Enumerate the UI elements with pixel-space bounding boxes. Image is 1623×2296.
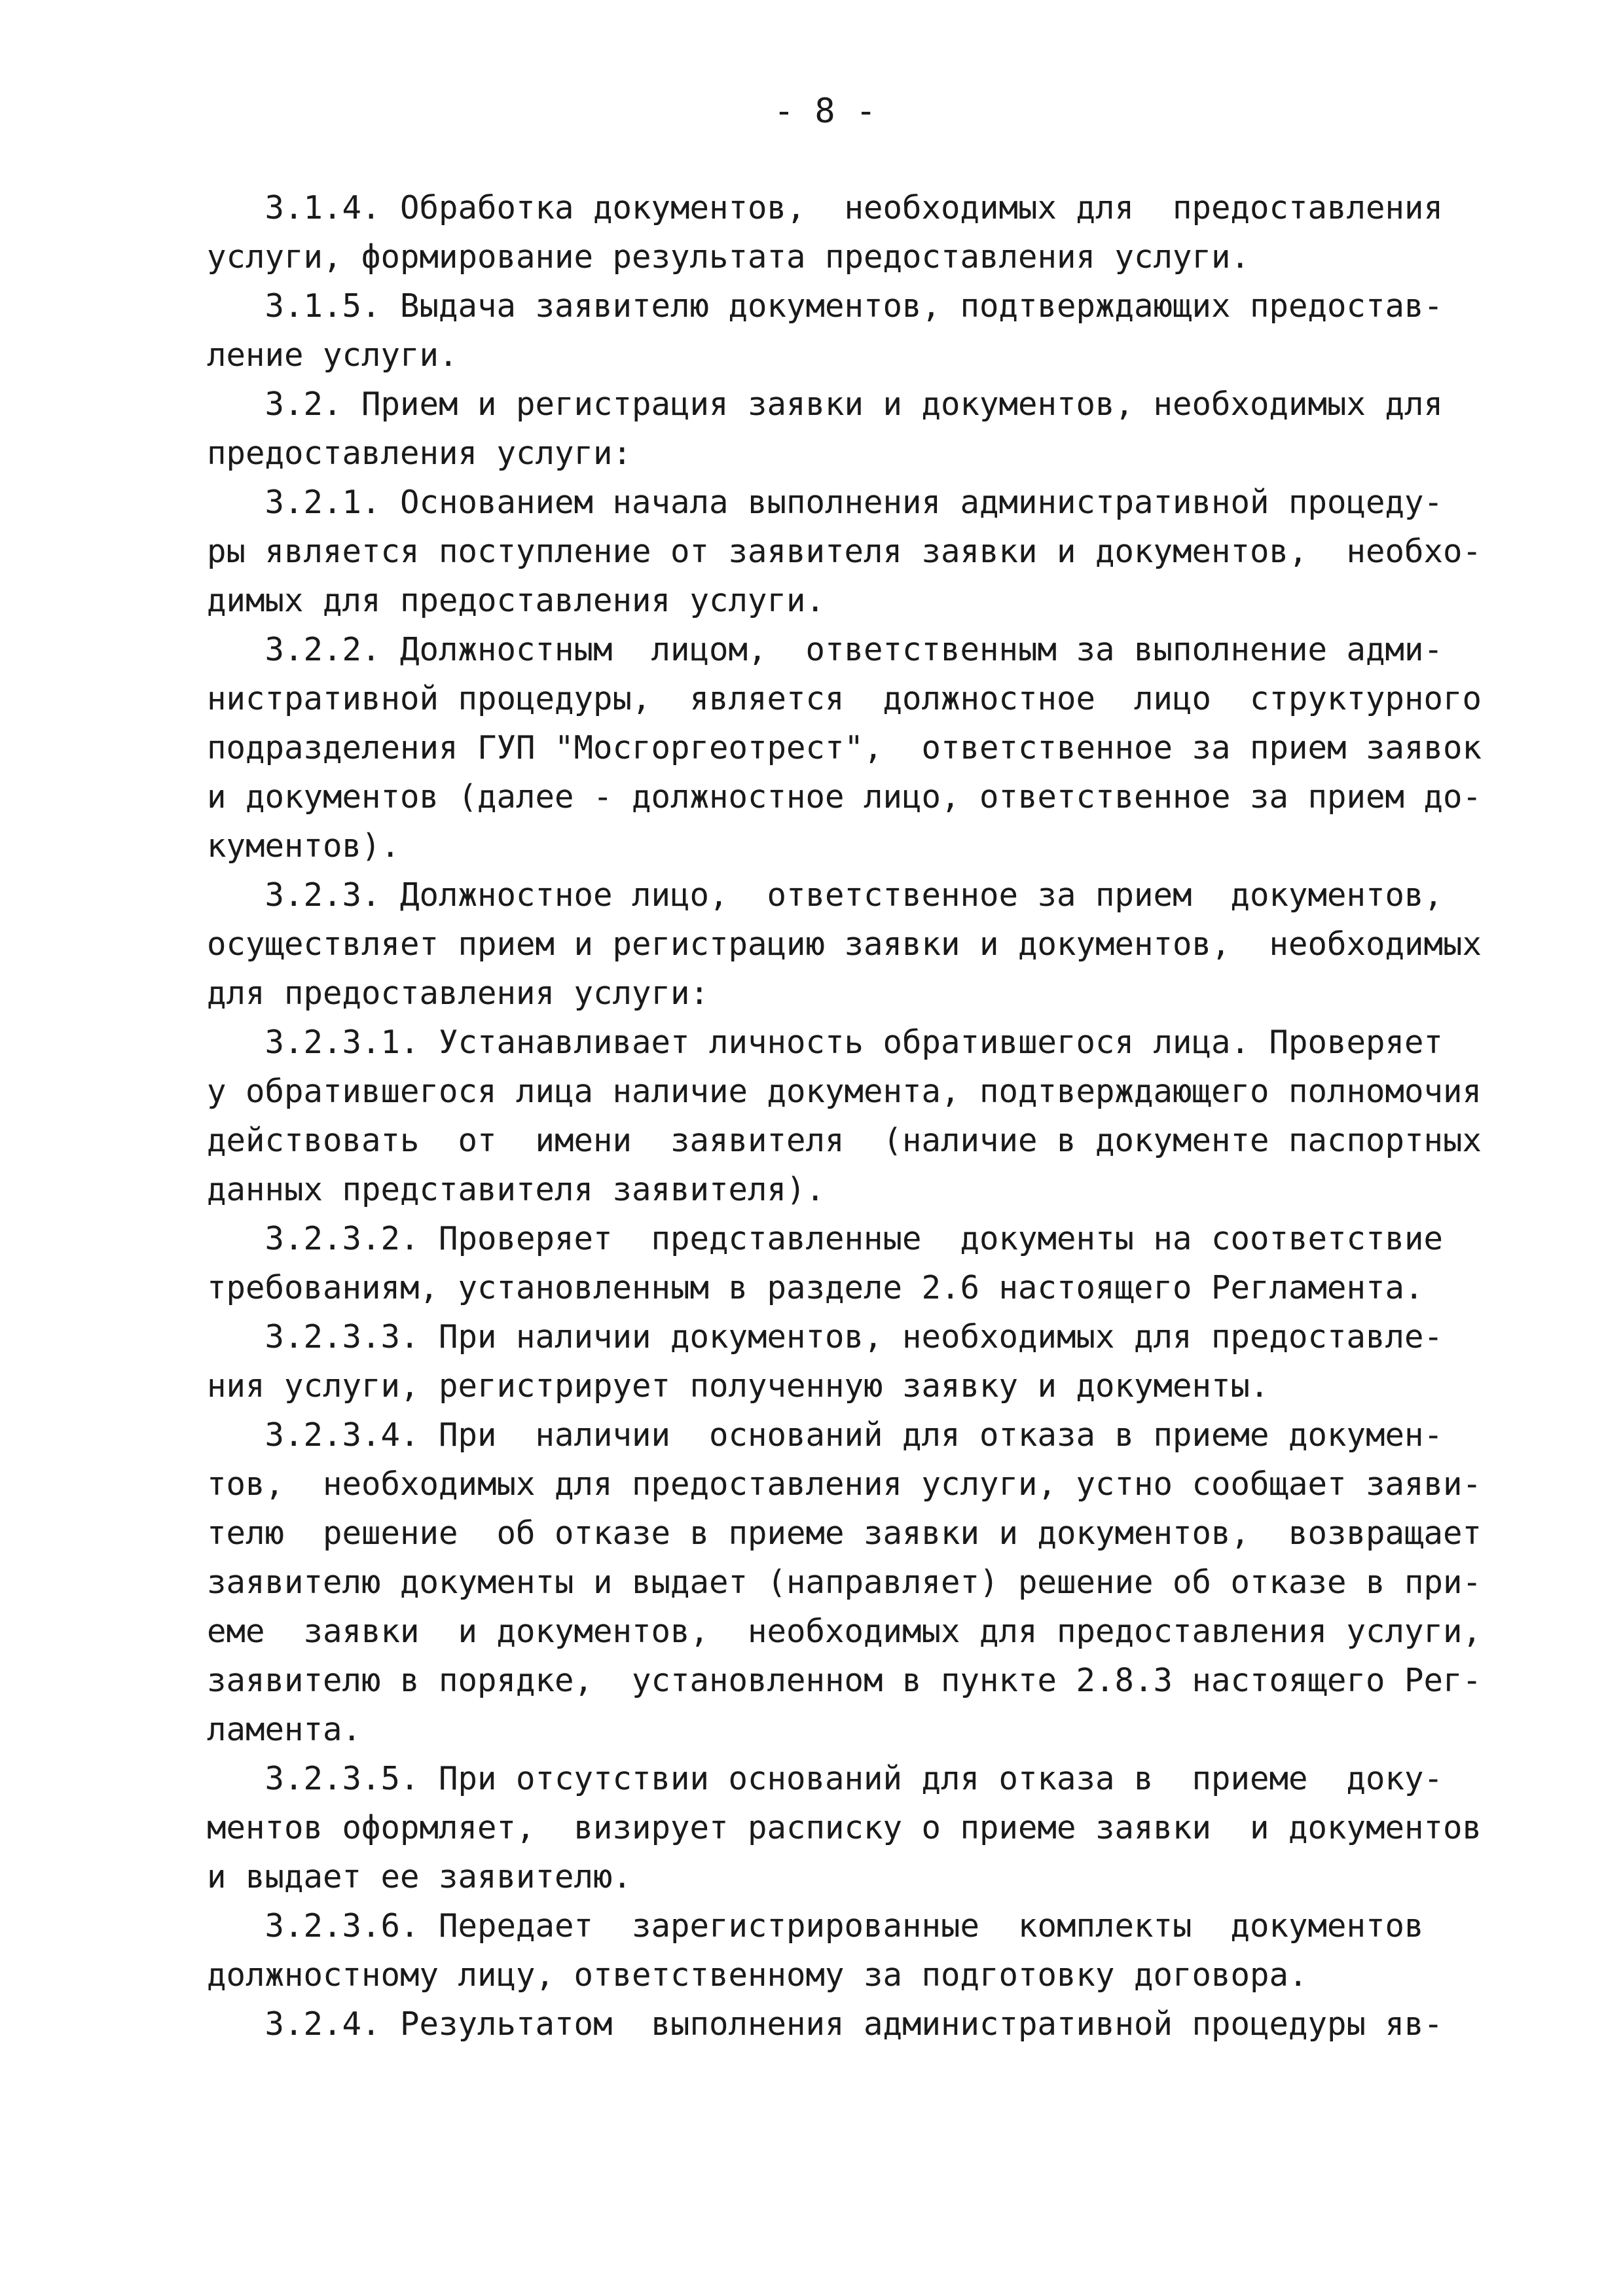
- text-line: 3.2.3.6. Передает зарегистрированные комплекты документов: [207, 1907, 1424, 1945]
- text-line: 3.2. Прием и регистрация заявки и документов, необходимых для: [207, 386, 1444, 423]
- text-line: 3.2.3. Должностное лицо, ответственное за прием документов,: [207, 876, 1444, 914]
- text-line: 3.2.2. Должностным лицом, ответственным за выполнение адми-: [207, 631, 1444, 668]
- text-line: 3.2.3.1. Устанавливает личность обратившегося лица. Проверяет: [207, 1024, 1444, 1061]
- text-line: данных представителя заявителя).: [207, 1171, 826, 1208]
- text-line: заявителю в порядке, установленном в пункте 2.8.3 настоящего Рег-: [207, 1662, 1482, 1699]
- text-line: требованиям, установленным в разделе 2.6 настоящего Регламента.: [207, 1269, 1424, 1306]
- text-line: и документов (далее - должностное лицо, ответственное за прием до-: [207, 778, 1482, 816]
- text-line: ментов оформляет, визирует расписку о приеме заявки и документов: [207, 1809, 1482, 1846]
- text-line: 3.2.3.5. При отсутствии оснований для отказа в приеме доку-: [207, 1760, 1444, 1797]
- text-line: услуги, формирование результата предоставления услуги.: [207, 238, 1250, 276]
- text-line: подразделения ГУП "Мосгоргеотрест", ответственное за прием заявок: [207, 729, 1482, 766]
- text-line: и выдает ее заявителю.: [207, 1858, 632, 1895]
- text-line: действовать от имени заявителя (наличие в документе паспортных: [207, 1122, 1482, 1159]
- text-line: 3.2.4. Результатом выполнения административной процедуры яв-: [207, 2005, 1444, 2043]
- text-line: ры является поступление от заявителя заявки и документов, необхо-: [207, 533, 1482, 570]
- text-line: еме заявки и документов, необходимых для предоставления услуги,: [207, 1613, 1482, 1650]
- text-line: ление услуги.: [207, 336, 458, 374]
- text-line: должностному лицу, ответственному за подготовку договора.: [207, 1956, 1308, 1994]
- text-line: телю решение об отказе в приеме заявки и документов, возвращает: [207, 1515, 1482, 1552]
- text-line: 3.2.3.2. Проверяет представленные документы на соответствие: [207, 1220, 1444, 1257]
- text-line: для предоставления услуги:: [207, 975, 710, 1012]
- text-line: ламента.: [207, 1711, 362, 1748]
- body-text: [207, 183, 1542, 2049]
- text-line: осуществляет прием и регистрацию заявки и документов, необходимых: [207, 925, 1482, 963]
- text-line: 3.1.4. Обработка документов, необходимых для предоставления: [207, 189, 1444, 226]
- text-line: димых для предоставления услуги.: [207, 582, 826, 619]
- text-line: заявителю документы и выдает (направляет) решение об отказе в при-: [207, 1564, 1482, 1601]
- page-number: - 8 -: [773, 92, 877, 131]
- text-line: предоставления услуги:: [207, 435, 632, 472]
- text-line: у обратившегося лица наличие документа, подтверждающего полномочия: [207, 1073, 1482, 1110]
- text-line: кументов).: [207, 827, 401, 865]
- text-line: тов, необходимых для предоставления услуги, устно сообщает заяви-: [207, 1465, 1482, 1503]
- text-line: ния услуги, регистрирует полученную заявку и документы.: [207, 1367, 1269, 1405]
- text-line: нистративной процедуры, является должностное лицо структурного: [207, 680, 1482, 717]
- text-line: 3.1.5. Выдача заявителю документов, подтверждающих предостав-: [207, 287, 1444, 325]
- text-line: 3.2.3.4. При наличии оснований для отказа в приеме докумен-: [207, 1416, 1444, 1454]
- text-line: 3.2.1. Основанием начала выполнения административной процеду-: [207, 484, 1444, 521]
- text-line: 3.2.3.3. При наличии документов, необходимых для предоставле-: [207, 1318, 1444, 1355]
